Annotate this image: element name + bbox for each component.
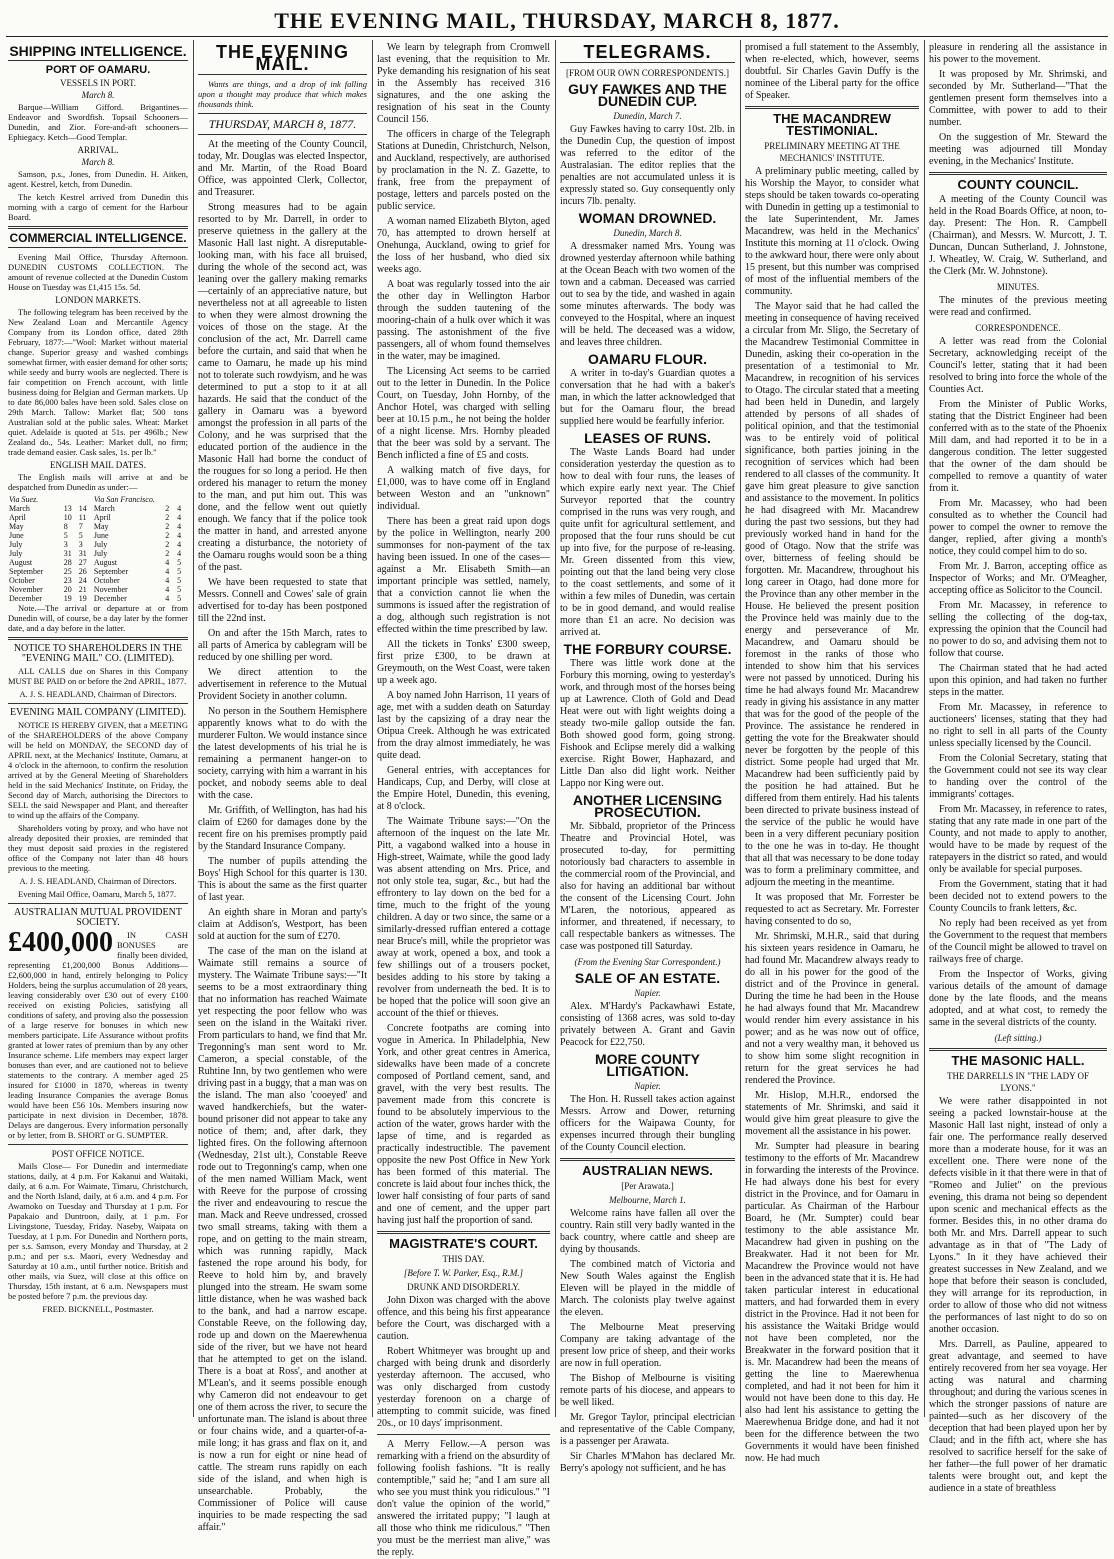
table-cell: 28 [63, 558, 72, 567]
paragraph: A letter was read from the Colonial Secretary, acknowledging receipt of the Council's letter, stating that it had been resolved to bring into force the whole of the Counties Act. [929, 336, 1107, 395]
paragraph: The case of the man on the island at Waimate still remains a source of mystery. The Waimate Tribune says:—"It seems to be a most extraordinary thing that no information has reached Waimate yet respecting the poor fellow who was seen on the island in the Waitaki river. From particulars to hand, we find that Mr. Tregonning's man sent word to Mr. Cameron, a special constable, of the Ruhtine Inn, by two gentlemen who were driving past in a buggy, that a man was on the island. The man also 'cooeyed' and waved handkerchiefs, but the water-bound prisoner did not appear to take any notice of them; and, after dark, they lighted fires. On the following afternoon (Wednesday, 21st ult.), Constable Reeve rode out to Tregonning's camp, when one of the men named William Mack, went with Reeve for the purpose of crossing the river and endeavouring to rescue the man. Mack and Reeve undressed, crossed two small streams, taking with them a rope, and on getting to the main stream, which was running rapidly, Mack fastened the rope around his body, for Reeve to hold him by, and bravely plunged into the stream. He swam some little distance, when he was washed back to the bank, and had a narrow escape. Constable Reeve, on the following day, rode up and down on the Maerewhenua side of the river, but we have not heard that he attempted to get on the island. There is a boat at Ross', and another at M'Lean's, and it seems possible enough why Cameron did not endeavour to get one of them across the river, to secure the unfortunate man. The island is about three or four chains wide, and a quarter-of-a-mile long; it has grass and flax on it, and is now a run for eight or nine head of cattle. The stream runs rapidly on each side of the island, and when high is unsearchable. Probably, the Commissioner of Police will cause inquiries to be made respecting the sad affair." [198, 946, 367, 1533]
paragraph: From Mr. Macassey, who had been consulted as to whether the Council had power to compel the owner to remove the danger, replied, after giving a month's notice, they could compel him to do so. [929, 498, 1107, 557]
paragraph: From the Government, stating that it had been decided not to extend powers to the County Councils to frank letters, &c. [929, 879, 1107, 914]
subheading: LONDON MARKETS. [55, 295, 141, 305]
masthead: THE EVENING MAIL, THURSDAY, MARCH 8, 1877. [274, 8, 840, 33]
subheading: THE DARRELLS IN "THE LADY OF LYONS." [946, 1071, 1090, 1093]
table-cell: 4 [177, 504, 182, 513]
bonus-amount: £400,000 [8, 927, 113, 958]
paragraph: The ketch Kestrel arrived from Dunedin this morning with a cargo of cement for the Harbour Board. [8, 192, 188, 222]
table-cell: 8 [63, 522, 68, 531]
table-cell: March [9, 504, 30, 513]
table-cell: 19 [78, 594, 87, 603]
signature: FRED. BICKNELL, Postmaster. [42, 1304, 154, 1314]
section-heading: COUNTY COUNCIL. [957, 177, 1079, 192]
paragraph: The minutes of the previous meeting were read and confirmed. [929, 295, 1107, 318]
paragraph: Mr. Griffith, of Wellington, has had his claim of £260 for damages done by the recent fire on his premises promptly paid by the Standard Insurance Company. [198, 805, 367, 852]
table-cell: April [93, 513, 111, 522]
paragraph: The Licensing Act seems to be carried out to the letter in Dunedin. In the Police Court, on Tuesday, John Hornby, of the Anchor Hotel, was charged with selling beer at 10.15 p.m., he not being the holder of a night license. Mrs. Hornby pleaded that the beer was sold by a servant. The Bench inflicted a fine of £5 and costs. [377, 366, 550, 461]
paragraph: Welcome rains have fallen all over the country. Rain still very badly wanted in the back country, where cattle and sheep are dying by thousands. [560, 1208, 735, 1255]
paragraph: A boat was regularly tossed into the air the other day in Wellington Harbor through the sudden tautening of the mooring-chain of a hulk over which it was passing. The astonishment of the five passengers, all of whom found themselves in the water, may be imagined. [377, 279, 550, 362]
table-cell: 7 [78, 522, 83, 531]
paragraph: We direct attention to the advertisement in reference to the Mutual Provident Society in another column. [198, 667, 367, 702]
paragraph: Barque—William Gifford. Brigantines—Endeavor and Swordfish. Topsail Schooners—Dunedin, and Zior. Fore-and-aft schooners—Ephiegacy. Ketch—Good Templar. [8, 102, 188, 142]
table-cell: July [9, 549, 23, 558]
signature: A. J. S. HEADLAND, Chairman of Directors. [19, 876, 177, 886]
subheading: THIS DAY. [442, 1254, 485, 1264]
table-row [8, 585, 188, 594]
table-cell: 21 [78, 585, 87, 594]
table-cell: 5 [177, 585, 182, 594]
paragraph: Evening Mail Office, Oamaru, March 5, 1877. [18, 889, 176, 899]
paragraph: Note.—The arrival or departure at or from Dunedin will, of course, be a day later by the former date, and a day before in the latter. [8, 603, 188, 633]
subheading: [Per Arawata.] [621, 1181, 674, 1191]
table-cell: 2 [165, 540, 170, 549]
article-heading: OAMARU FLOUR. [588, 351, 707, 367]
dateline: March 8. [81, 90, 115, 100]
table-cell: 4 [177, 549, 182, 558]
paragraph: From Mr. Macassey, in reference to rates, stating that any rate made in one part of the County, and not made to apply to another, would have to be made by request of the ratepayers in the district so rated, and would only be available for special purposes. [929, 804, 1107, 875]
divider [8, 247, 188, 248]
dateline: March 8. [81, 157, 115, 167]
paragraph: At the meeting of the County Council, today, Mr. Douglas was elected Inspector, and Mr. Martin, of the Road Board Office, was appointed Clerk, Collector, and Treasurer. [198, 139, 367, 198]
mail-dates-table [8, 495, 188, 603]
paragraph: The English mails will arrive at and be despatched from Dunedin as under:— [8, 472, 188, 492]
paragraph: A walking match of five days, for £1,000, was to have come off in England between Weston and an "unknown" individual. [377, 465, 550, 512]
table-cell: October [9, 576, 35, 585]
table-cell: 20 [63, 585, 72, 594]
paragraph: From Mr. Macassey, in reference to selling the collecting of the dog-tax, expressing the opinion that the Council had no power to do so, and advising them not to follow that course. [929, 600, 1107, 659]
paragraph: Mr. Sumpter had pleasure in bearing testimony to the efforts of Mr. Macandrew in forwarding the interests of the Province. He had always done his best for every district in the Province, and for Oamaru in particular. As Chairman of the Harbour Board, he (Mr. Sumpter) could bear testimony to the able assistance Mr. Macandrew had given in pushing on the Breakwater. Had it not been for Mr. Macandrew the Province would not have been in the advanced state that it is. He had taken particular interest in educational matters, and had forwarded them in every district in the Province. Had it not been for his assistance the Waitaki Bridge would not have been completed, nor the Breakwater in the forward position that it is. Mr. Macandrew had been the means of getting the line to Maerewhenua completed, and had it not been for him it would not have been done to this day. He also had lent his assistance to getting the Maerewhenua Bridge done, and had it not been for the difference between the two Governments it would have been finished now. He had much [745, 1141, 919, 1464]
table-row [8, 594, 188, 603]
subheading: (From the Evening Star Correspondent.) [574, 957, 721, 967]
paragraph: IN CASH BONUSES are finally been divided, representing £1,200,000 Bonus Additions—£2,600,000 in hand, entirely belonging to Policy Holders, being the surplus accumulation of 28 years, leaving considerably over £30 out of every £100 received on existing Policies, satisfying all conditions of safety, and proving also the possession of a large reserve for bonuses in which new members participate. Life Assurance without profits granted at lower rates of premium than by any other Insurance scheme. Life members may expect larger bonuses than ever, and are cautioned not to believe statements to the contrary. A member aged 25 insured for £1000 in 1870, whereas in twenty leading Insurance Companies the average Bonus would have been £56 10s. Members insuring now participate in next division in December, 1878. Delays are dangerous. Every information personally or by letter, from B. SHORT or G. SUMPTER. [8, 930, 188, 1140]
table-cell: 4 [165, 558, 170, 567]
paragraph: Mr. Sibbald, proprietor of the Princess Theatre and Provincial Hotel, was prosecuted to-day, for permitting notoriously bad characters to assemble in the commercial room of the Provincial, and also for having an additional bar without the consent of the Licensing Court. John M'Laren, the notorious, appeared as informer, and threatened, if necessary, to call respectable bankers as witnesses. The case was postponed till Saturday. [560, 821, 735, 952]
table-row [8, 540, 188, 549]
dateline: Melbourne, March 1. [609, 1195, 686, 1205]
table-cell: June [9, 531, 24, 540]
table-cell: 5 [177, 594, 182, 603]
paragraph: Shareholders voting by proxy, and who have not already deposited their proxies, are reminded that they must deposit said proxies in the registered office of the Company not later than 48 hours previous to the meeting. [8, 823, 188, 873]
divider [8, 703, 188, 704]
divider [198, 134, 367, 135]
table-cell: November [93, 585, 128, 594]
paragraph: A Merry Fellow.—A person was remarking with a friend on the absurdity of following foolish fashions. "It is really contemptible," said he; "and I am sure all who see you must think you ridiculous." "I don't value the opinion of the world," answered the irritated puppy; "I laugh at all those who think me ridiculous." "Then you must be the merriest man alive," was the reply. [377, 1439, 550, 1558]
paragraph: An eighth share in Moran and party's claim at Addison's, Westport, has been sold at auction for the sum of £270. [198, 907, 367, 942]
table-cell: June [93, 531, 109, 540]
table-cell: 26 [78, 567, 87, 576]
column-5 [745, 42, 919, 1464]
table-cell: 4 [165, 576, 170, 585]
table-cell: December [9, 594, 42, 603]
signature: A. J. S. HEADLAND, Chairman of Directors. [19, 689, 177, 699]
paragraph: Evening Mail Office, Thursday Afternoon. DUNEDIN CUSTOMS COLLECTION. The amount of revenue collected at the Dunedin Custom House on Tuesday was £1,415 15s. 5d. [8, 252, 188, 292]
divider [198, 113, 367, 114]
paragraph: We learn by telegraph from Cromwell last evening, that the requisition to Mr. Pyke demanding his resignation of his seat in the Assembly has received 316 signatures, and the one asking the resignation of his seat in the County Council 156. [377, 42, 550, 125]
paragraph: ALL CALLS due on Shares in this Company MUST BE PAID on or before the 2nd APRIL, 1877. [8, 666, 188, 686]
paragraph: General entries, with acceptances for Handicaps, Cup, and Derby, will close at the Empire Hotel, Dunedin, this evening, at 8 o'clock. [377, 765, 550, 812]
paragraph: A meeting of the County Council was held in the Road Boards Office, at noon, to-day. Present: The Hon. R. Campbell (Chairman), and Messrs. W. Murcott, J. T. Duncan, Duncan Sutherland, J. Johnstone, J. Wheatley, W. Craig, W. Sutherland, and the Clerk (Mr. W. Johnstone). [929, 194, 1107, 277]
table-cell: 4 [177, 531, 182, 540]
table-cell: 19 [63, 594, 72, 603]
table-row [8, 549, 188, 558]
table-cell: September [9, 567, 44, 576]
table-cell: July [9, 540, 23, 549]
notice-heading: AUSTRALIAN MUTUAL PROVIDENT SOCIETY. [14, 907, 182, 928]
paragraph: The Waste Lands Board had under consideration yesterday the question as to how to deal with four runs, the leases of which expire early next year. The Chief Surveyor reported that the country comprised in the runs was very rough, and quite unfit for agricultural settlement, and proposed that the four runs should be cut up into five, for the purpose of re-leasing. Mr. Green dissented from this view, pointing out that the land being very close to the coast settlements, and some of it within a few miles of Dunedin, was certain to be in good demand, and would realise more than £1 an acre. No decision was arrived at. [560, 447, 735, 638]
table-row [8, 504, 188, 513]
section-heading: SHIPPING INTELLIGENCE. [9, 43, 187, 59]
dateline: Dunedin, March 8. [613, 228, 682, 238]
article-heading: LEASES OF RUNS. [584, 430, 711, 446]
column-divider [372, 40, 373, 1417]
paragraph: On the suggestion of Mr. Steward the meeting was adjourned till Monday evening, in the Mechanics' Institute. [929, 132, 1107, 167]
subheading: (Left sitting.) [994, 1033, 1042, 1043]
section-heading: AUSTRALIAN NEWS. [582, 1163, 713, 1178]
paragraph: A preliminary public meeting, called by his Worship the Mayor, to consider what steps should be taken towards co-operating with Dunedin in getting up a testimonial to the late Superintendent, Mr. James Macandrew, was held in the Mechanics' Institute this morning at 11 o'clock. Owing to the awkward hour, there were only about 15 present, but this number was comprised of most of the influential members of the community. [745, 166, 919, 297]
table-cell: 4 [177, 513, 182, 522]
table-row [8, 531, 188, 540]
subheading: VESSELS IN PORT. [59, 78, 137, 88]
paragraph: From the Colonial Secretary, stating that the Government could not see its way clear to handing over the control of the immigrants' cottages. [929, 753, 1107, 800]
table-cell: August [9, 558, 33, 567]
dateline: Napier. [634, 988, 661, 998]
paragraph: Mails Close— For Dunedin and intermediate stations, daily, at 4 p.m. For Kakanui and Waitaki, daily, at 6 a.m. For Waimate, Timaru, Christchurch, and the North Island, daily, at 6 a.m. and 4 p.m. For Awamoko on Tuesday and Thursday at 1 p.m. For Papakaio and Duntroon, daily, at 1 p.m. For Livingstone, Tuesday, Friday. Naseby, Waipata on Tuesday, at 1 p.m. For Dunedin and Northern ports, per s.s. Samson, every Monday and Thursday, at 2 p.m.; and per s.s. Maori, every Wednesday and Saturday at 10 a.m., until further notice. British and other mails, via Suez, will close at this office on Thursday, 15th instant, at 6 a.m. Newspapers must be posted before 7 p.m. the previous day. [8, 1161, 188, 1301]
subheading: ENGLISH MAIL DATES. [50, 460, 146, 470]
paragraph: pleasure in rendering all the assistance in his power to the movement. [929, 42, 1107, 65]
table-cell: 5 [63, 531, 68, 540]
divider [560, 62, 735, 63]
article-heading: SALE OF AN ESTATE. [574, 970, 721, 986]
section-heading: MAGISTRATE'S COURT. [389, 1236, 538, 1251]
table-cell: 4 [165, 594, 170, 603]
paragraph: A boy named John Harrison, 11 years of age, met with a sudden death on Saturday last by the capsizing of a dray near the Otipua Creek. Although he was extricated from the dray almost immediately, he was quite dead. [377, 690, 550, 761]
paragraph: Mr. Shrimski, M.H.R., said that during his sixteen years residence in Oamaru, he had found Mr. Macandrew always ready to do all in his power for the good of the district and of the Province in general. During the time he had been in the House he had always found that Mr. Macandrew would render him every assistance in his power; and as he was now out of office, and not a very wealthy man, it behoved us to show him some slight recognition in return for the great services he had rendered the Province. [745, 931, 919, 1086]
table-cell: July [93, 549, 108, 558]
paragraph: Alex. M'Hardy's Packawhawi Estate, consisting of 1368 acres, was sold to-day privately between A. Grant and Gavin Peacock for £22,750. [560, 1001, 735, 1048]
divider [8, 1144, 188, 1145]
paragraph: The Melbourne Meat preserving Company are taking advantage of the present low price of sheep, and their works are now in full operation. [560, 1322, 735, 1369]
paragraph: From the Inspector of Works, giving various details of the amount of damage done by the late floods, and the means adopted, and at what cost, to remedy the same in the several districts of the county. [929, 969, 1107, 1028]
paragraph: On and after the 15th March, rates to all parts of America by cablegram will be reduced by one shilling per word. [198, 628, 367, 663]
notice-heading: POST OFFICE NOTICE. [51, 1149, 145, 1159]
subheading: ARRIVAL. [77, 145, 119, 155]
column-divider [740, 40, 741, 1417]
table-cell: 4 [165, 585, 170, 594]
subheading: PRELIMINARY MEETING AT THE MECHANICS' INSTITUTE. [764, 141, 900, 163]
article-heading: GUY FAWKES AND THE DUNEDIN CUP. [568, 81, 727, 109]
table-cell: April [9, 513, 26, 522]
table-cell: 2 [165, 549, 170, 558]
table-cell: 14 [78, 504, 87, 513]
table-cell: 31 [78, 549, 87, 558]
table-cell: 2 [165, 531, 170, 540]
table-cell: 2 [165, 504, 170, 513]
paragraph: A writer in to-day's Guardian quotes a conversation that he had with a baker's man, in which the latter acknowledged that but for the Oamaru flour, the bread supplied here would be fearfully inferior. [560, 368, 735, 427]
divider [929, 1048, 1107, 1051]
paragraph: From the Minister of Public Works, stating that the District Engineer had been conferred with as to the state of the Phoenix Mill dam, and had reported it to be in a dangerous condition. The letter suggested that the owner of the dam should be compelled to remove a quantity of water from it. [929, 399, 1107, 494]
paragraph: NOTICE IS HEREBY GIVEN, that a MEETING of the SHAREHOLDERS of the above Company will be held on MONDAY, the SECOND day of APRIL next, at the Mechanics' Institute, Oamaru, at 4 o'clock in the afternoon, to confirm the resolution arrived at by the General Meeting of Shareholders held in the said Mechanics' Institute, on Friday, the Second day of March, authorising the Directors to SELL the said Newspaper and Plant, and thereafter to wind up the affairs of the Company. [8, 720, 188, 820]
table-row [8, 567, 188, 576]
table-cell: 4 [165, 567, 170, 576]
divider [377, 1434, 550, 1435]
paragraph: We were rather disappointed in not seeing a packed lownstair-house at the Masonic Hall last night, instead of only a fair one. The performance really deserved more than a moderate house, for it was an excellent one. There were none of the defects visible in it that there were in that of "Romeo and Juliet" on the previous evening, this drama not being so dependent upon scenic and mechanical effects as the former. Besides this, in no other drama do both Mr. and Mrs. Darrell appear to such advantage as in that of "The Lady of Lyons." In it they have achieved their greatest successes in New Zealand, and we hope that before their season is concluded, they will arrange for its reproduction, in order to allow of those who did not witness the performances of last night to do so on another occasion. [929, 1096, 1107, 1335]
paragraph: From Mr. J. Barron, accepting office as Inspector of Works; and Mr. O'Meagher, accepting office as Solicitor to the Council. [929, 561, 1107, 596]
paragraph: Sir Charles M'Mahon has declared Mr. Berry's apology not sufficient, and he has [560, 1451, 735, 1474]
table-row [8, 522, 188, 531]
issue-date: THURSDAY, MARCH 8, 1877. [208, 117, 357, 131]
section-heading: TELEGRAMS. [583, 42, 712, 62]
paragraph: Mr. Gregor Taylor, principal electrician and representative of the Cable Company, is a passenger per Arawata. [560, 1412, 735, 1447]
paragraph: The Chairman stated that he had acted upon this opinion, and had taken no further steps in the matter. [929, 663, 1107, 698]
paragraph: Mr. Hislop, M.H.R., endorsed the statements of Mr. Shrimski, and said it would give him great pleasure to give the movement all the assistance in his power. [745, 1090, 919, 1137]
table-cell: 3 [78, 540, 83, 549]
table-cell: August [93, 558, 118, 567]
subheading: DRUNK AND DISORDERLY. [407, 1282, 520, 1292]
paragraph: Guy Fawkes having to carry 10st. 2lb. in the Dunedin Cup, the question of impost was referred to the editor of the Australasian. The editor replies that the penalties are not accumulated unless it is expressly stated so. Guy consequently only incurs 7lb. penalty. [560, 124, 735, 207]
column-divider [924, 40, 925, 1417]
paragraph: The Bishop of Melbourne is visiting remote parts of his diocese, and appears to be well liked. [560, 1373, 735, 1408]
table-header: Via San Francisco. [93, 495, 155, 504]
subheading: PORT OF OAMARU. [45, 64, 151, 76]
paragraph: The Hon. H. Russell takes action against Messrs. Arrow and Dower, returning officers for the Waipawa County, for expenses incurred through their bungling of the County Council election. [560, 1094, 735, 1153]
column-2 [198, 42, 367, 1533]
subheading: [FROM OUR OWN CORRESPONDENTS.] [565, 68, 729, 78]
divider [8, 226, 188, 229]
notice-heading: EVENING MAIL COMPANY (LIMITED). [9, 707, 187, 718]
dateline: Napier. [634, 1081, 661, 1091]
paragraph: The following telegram has been received by the New Zealand Loan and Mercantile Agency Company from its London office, dated 28th February, 1877:—"Wool: Market without material change. Superior greasy and washed combings somewhat firmer, with easier demand for other sorts; while seedy and burry wools are neglected. There is fair competition on French account, with little business doing for Belgian and German markets. Up to date 86,000 bales have been sold. Sales close on 29th March. Tallow: Market flat; 500 tons Australian sold at the public sales. Wheat: Market quiet. Adelaide is quoted at 51s. per 496lb.; New Zealand do., 54s. Leather: Market dull, no firm; trade demand easier. Cask sales, 1s. per lb." [8, 307, 188, 457]
table-cell: May [9, 522, 24, 531]
paragraph: The officers in charge of the Telegraph Stations at Dunedin, Christchurch, Nelson, and Auckland, respectively, are authorised by proclamation in the N. Z. Gazette, to frank, free from the prepayment of postage, letters and parcels posted on the public service. [377, 129, 550, 212]
dateline: Dunedin, March 7. [613, 111, 682, 121]
table-cell: 25 [63, 567, 72, 576]
table-cell: March [93, 504, 115, 513]
table-cell: December [93, 594, 127, 603]
table-cell: 10 [63, 513, 72, 522]
table-cell: 4 [177, 522, 182, 531]
divider [8, 60, 188, 61]
divider [8, 903, 188, 904]
table-cell: 5 [177, 576, 182, 585]
paragraph: No person in the Southern Hemisphere apparently knows what to do with the murderer Fulton. We would instance since the latest developments of his trial he is remaining a permanent hanger-on to society, carrying with him a warrant in his pocket, and nobody seems able to deal with the case. [198, 706, 367, 801]
notice-heading: NOTICE TO SHAREHOLDERS IN THE "EVENING MAIL" CO. (LIMITED). [13, 643, 183, 664]
table-cell: November [9, 585, 43, 594]
paragraph: A dressmaker named Mrs. Young was drowned yesterday afternoon while bathing at the Ocean Beach with two women of the town and a cabman. Deceased was carried out to sea by the tide, and washed in again some minutes afterwards. The body was conveyed to the Hospital, where an inquest will be held. The deceased was a widow, and leaves three children. [560, 241, 735, 348]
table-row [8, 558, 188, 567]
table-row [8, 576, 188, 585]
table-row [8, 513, 188, 522]
subheading: [Before T. W. Parker, Esq., R.M.] [403, 1268, 524, 1278]
paragraph: Concrete footpaths are coming into vogue in America. In Philadelphia, New York, and other great centres in America, sidewalks have been made of a concrete composed of Portland cement, sand, and gravel, with the very best results. The pavement made from this concrete is found to be absolutely impervious to the action of the water, grows harder with the lapse of time, and is regarded as practically indestructible. The pavement opposite the new Post Office in New York has been formed of this material. The concrete is laid about four inches thick, the lower half consisting of four parts of sand and one of cement, and the upper part having just half the proportion of sand. [377, 1023, 550, 1226]
table-cell: 5 [177, 567, 182, 576]
table-cell: 5 [78, 531, 83, 540]
table-cell: October [93, 576, 120, 585]
table-cell: 2 [165, 522, 170, 531]
paragraph: There was little work done at the Forbury this morning, owing to yesterday's work, and through most of the horses being up at Lawrence. Cloth of Gold and Dead Heat were out with light weights doing a steady two-mile gallop outside the fan. Both showed good form, going strong. Fishook and Eclipse merely did a walking exercise. Right Bower, Haphazard, and Little Dan also did light work. Neither Lappo nor King were out. [560, 658, 735, 789]
subheading: MINUTES. [996, 282, 1040, 292]
section-heading: THE MASONIC HALL. [951, 1053, 1085, 1068]
table-cell: 4 [177, 540, 182, 549]
table-cell: 31 [63, 549, 72, 558]
paragraph: It was proposed by Mr. Shrimski, and seconded by Mr. Sutherland—"That the gentlemen present form themselves into a Committee, with power to add to their number. [929, 69, 1107, 128]
divider [929, 172, 1107, 175]
table-cell: May [93, 522, 109, 531]
table-cell: 11 [78, 513, 87, 522]
divider [560, 1158, 735, 1161]
paragraph: From Mr. Macassey, in reference to auctioneers' licenses, stating that they had no right to sell in all parts of the County unless specially licensed by the Council. [929, 702, 1107, 749]
table-cell: July [93, 540, 108, 549]
paragraph: Samson, p.s., Jones, from Dunedin. H. Aitken, agent. Kestrel, ketch, from Dunedin. [8, 169, 188, 189]
paragraph: There has been a great raid upon dogs by the police in Wellington, nearly 200 summonses for non-payment of the tax having been issued. In one of the cases—against a Mr. Elisabeth Smith—an important principle was settled, namely, that a conviction cannot lie when the summons is issued after the registration of a dog, although such registration is not effected within the time prescribed by law. [377, 516, 550, 635]
paragraph: The Mayor said that he had called the meeting in consequence of having received a circular from Mr. Sligo, the Secretary of the Macandrew Testimonial Committee in Dunedin, asking their co-operation in the presentation of a testimonial to Mr. Macandrew, in recognition of his services to Otago. The circular stated that a meeting had been held in Dunedin, and largely attended by persons of all shades of political opinion, and that the testimonial was to be entirely void of political significance, both parties joining in the recognition of services which had been rendered to all classes of the community. It gave him great pleasure to give sanction and assistance to the movement. In politics he had disagreed with Mr. Macandrew during the past two sessions, but they had previously worked hand in hand for the good of Otago. Now that the strife was over, bitterness of feeling should be forgotten. Mr. Macandrew, throughout his long career in Otago, had done more for the Province than any other member in the House. He believed the present position the Province held was mainly due to the energy and perseverance of Mr. Macandrew, and Oamaru should be foremost in the ranks of those who intended to show him that his services were not passed by unnoticed. During his time he had always found Mr. Macandrew ready in giving his assistance in any matter that was for the good of the people of the Province. The assistance he rendered in getting the vote for the Breakwater should never be forgotten by the people of this district. Some people had urged that Mr. Macandrew had been sufficiently paid by the position he had attained. But he differed from them entirely. Had his talents been directed to private business instead of the service of the public he would have been in a very different pecuniary position to the one he was in to-day. He thought that all that was necessary to be done today was to form a preliminary committee, and adjourn the meeting in the meantime. [745, 301, 919, 888]
paragraph: The combined match of Victoria and New South Wales against the English Eleven will be played in the middle of March. The colonists play twelve against the eleven. [560, 1259, 735, 1318]
subheading: CORRESPONDENCE. [975, 323, 1061, 333]
article-heading: WOMAN DROWNED. [578, 210, 717, 226]
column-4 [560, 42, 735, 1474]
table-cell: 13 [63, 504, 72, 513]
table-cell: 3 [63, 540, 68, 549]
column-divider [555, 40, 556, 1417]
divider [745, 106, 919, 109]
paper-title: THE EVENING MAIL. [215, 42, 350, 74]
paragraph: Robert Whitmeyer was brought up and charged with being drunk and disorderly yesterday afternoon. The accused, who was only discharged from custody yesterday forenoon on a charge of attempting to commit suicide, was fined 20s., or 10 days' imprisonment. [377, 1346, 550, 1429]
table-header: Via Suez. [9, 495, 39, 504]
paragraph: A woman named Elizabeth Blyton, aged 70, has attempted to drown herself at Onehunga, Auckland, owing to grief for the loss of her husband, who died six weeks ago. [377, 216, 550, 275]
section-heading: THE MACANDREW TESTIMONIAL. [773, 111, 891, 138]
table-cell: 23 [63, 576, 72, 585]
divider [377, 1231, 550, 1234]
divider [198, 74, 367, 75]
table-cell: 24 [78, 576, 87, 585]
article-heading: ANOTHER LICENSING PROSECUTION. [572, 792, 723, 820]
paragraph: All the tickets in Tonks' £300 sweep, first prize £300, to be drawn at Greymouth, on the West Coast, were taken up a week ago. [377, 639, 550, 686]
column-3 [377, 42, 550, 1558]
article-heading: MORE COUNTY LITIGATION. [595, 1051, 700, 1079]
column-divider [193, 40, 194, 1417]
divider [8, 637, 188, 640]
section-heading: COMMERCIAL INTELLIGENCE. [9, 231, 187, 245]
table-cell: 27 [78, 558, 87, 567]
paragraph: It was proposed that Mr. Forrester be requested to act as Secretary. Mr. Forrester having consented to do so, [745, 892, 919, 927]
column-6 [929, 42, 1107, 1494]
paragraph: Strong measures had to be again resorted to by Mr. Darrell, in order to preserve quietness in the gallery at the Masonic Hall last night. A disreputable-looking man, with his face all bruised, during the whole of the second act, was leaning over the gallery making remarks—certainly of an appreciative nature, but nevertheless not at all agreeable to listen to when they were almost drowning the voices of those on the stage. At the conclusion of the act, Mr. Darrell came before the curtain, and said that when he came to Oamaru, he made up his mind not to tolerate such rowdyism, and he was determined to put a stop to it at all hazards. He said that the conduct of the gallery in Oamaru was a byeword amongst the profession in all parts of the Colony, and he was surprised that the educated portion of the audience in the Masonic Hall had borne the conduct of the rougues for so long a period. He then ordered his manager to return the money to the man, and put him out. This was done, and the fellow went out quietly enough. We fancy that if the police took the matter in hand, and arrested anyone creating a disturbance, the notoriety of the Oamaru roughs would soon be a thing of the past. [198, 202, 367, 573]
table-cell: 2 [165, 513, 170, 522]
paragraph: No reply had been received as yet from the Government to the request that members of the Council might be allowed to travel on railways free of charge. [929, 918, 1107, 965]
paragraph: Mrs. Darrell, as Pauline, appeared to great advantage, and seemed to have entirely recovered from her sea voyage. Her acting was natural and charming throughout; and during the various scenes in which the stronger passions of nature are painted—such as her discovery of the deception that had been played upon her by Claud; and in the fifth act, where she has resolved to sacrifice herself for the sake of her father—the full power of her dramatic talents were brought out, and kept the audience in a state of breathless [929, 1339, 1107, 1494]
masthead-rule [6, 36, 1108, 37]
paragraph: The Waimate Tribune says:—"On the afternoon of the inquest on the late Mr. Pitt, a vagabond walked into a house in High-street, Waimate, while the good lady was absent attending on Mrs. Price, and not only stole tea, sugar, &c., but had the effrontery to lay down on the bed for a time, much to the fright of the young children. A day or two since, the same or a similarly-dressed ruffian entered a cottage near Bruce's mill, while the proprietor was away at work, opened a box, and took a few shillings out of a trousers pocket, besides adding to his store by taking a revolver from underneath the bed. It is to be hoped that the police will soon give an account of the thief or thieves. [377, 816, 550, 1019]
motto: Wants are things, and a drop of ink falling upon a thought may produce that which makes thousands think. [198, 79, 367, 109]
paragraph: promised a full statement to the Assembly, when re-elected, which, however, seems doubtful. Sir Charles Gavin Duffy is the nominee of the Liberal party for the office of Speaker. [745, 42, 919, 101]
paragraph: John Dixon was charged with the above offence, and this being his first appearance before the Court, was discharged with a caution. [377, 1295, 550, 1342]
paragraph: We have been requested to state that Messrs. Connell and Cowes' sale of grain advertised for to-day has been postponed till the 22nd inst. [198, 577, 367, 624]
table-cell: 5 [177, 558, 182, 567]
paragraph: The number of pupils attending the Boys' High School for this quarter is 130. This is about the same as the first quarter of last year. [198, 856, 367, 903]
column-1 [8, 42, 188, 1417]
article-heading: THE FORBURY COURSE. [563, 641, 732, 657]
table-cell: September [93, 567, 129, 576]
